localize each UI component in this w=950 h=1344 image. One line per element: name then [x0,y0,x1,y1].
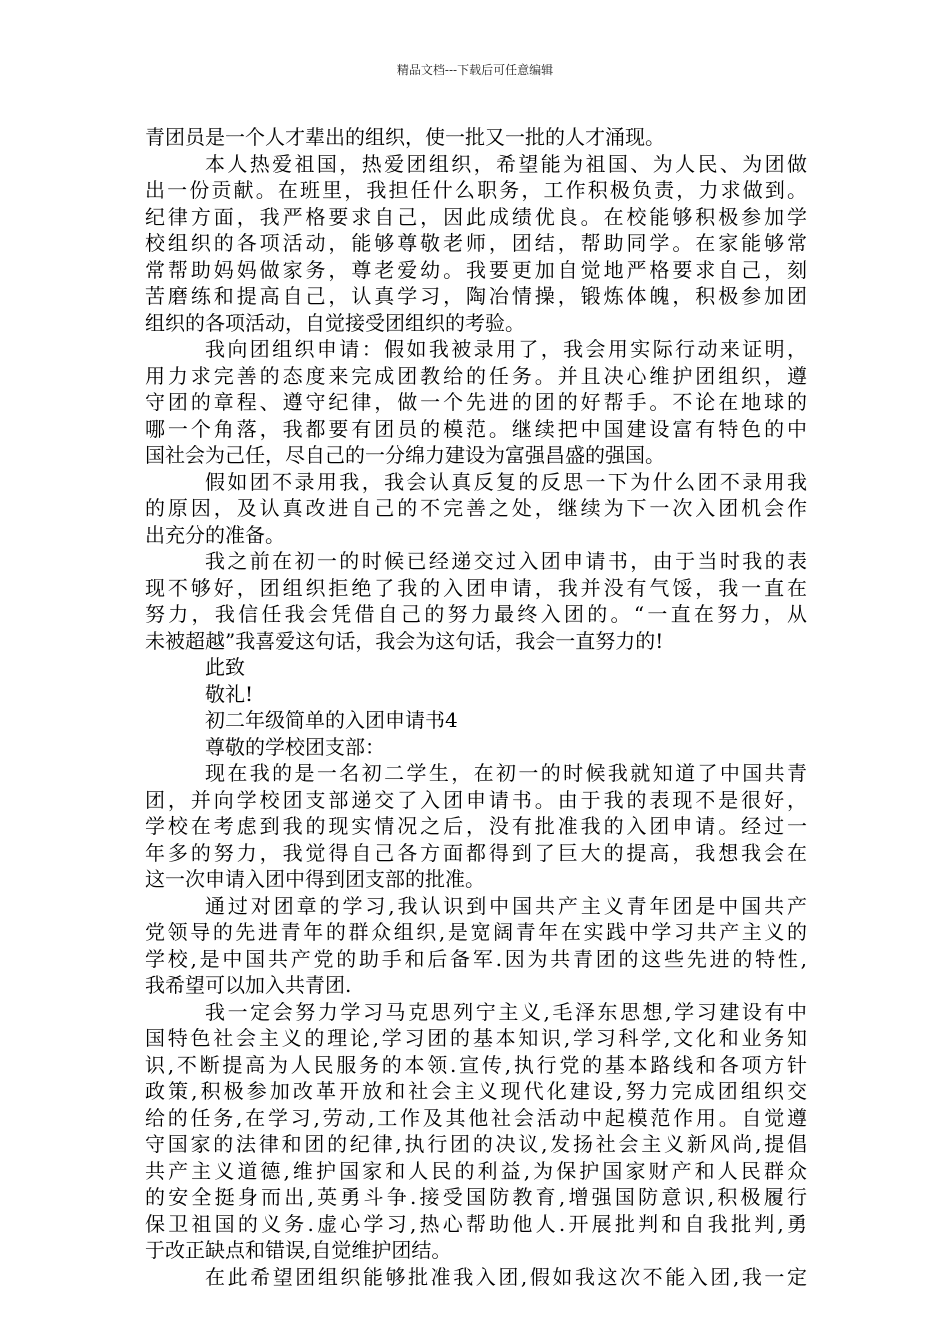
text-line: 共产主义道德,维护国家和人民的利益,为保护国家财产和人民群众 [145,1158,807,1183]
text-line: 出一份贡献。在班里，我担任什么职务，工作积极负责，力求做到。 [145,178,807,202]
text-line: 校组织的各项活动，能够尊敬老师，团结，帮助同学。在家能够常 [145,231,807,255]
text-line: 纪律方面，我严格要求自己，因此成绩优良。在校能够积极参加学 [145,204,807,229]
text-line: 守团的章程、遵守纪律，做一个先进的团的好帮手。不论在地球的 [145,390,807,414]
text-line: 守国家的法律和团的纪律,执行团的决议,发扬社会主义新风尚,提倡 [145,1132,807,1156]
text-line: 学校在考虑到我的现实情况之后，没有批准我的入团申请。经过一 [145,814,807,838]
text-line: 党领导的先进青年的群众组织,是宽阔青年在实践中学习共产主义的 [145,920,807,944]
text-line: 假如团不录用我，我会认真反复的反思一下为什么团不录用我 [205,469,807,494]
text-line: 政策,积极参加改革开放和社会主义现代化建设,努力完成团组织交 [145,1079,807,1103]
document-body [145,124,807,1290]
text-line: 苦磨练和提高自己，认真学习，陶冶情操，锻炼体魄，积极参加团 [145,284,807,308]
text-line: 现在我的是一名初二学生，在初一的时候我就知道了中国共青 [205,761,807,785]
text-line: 这一次申请入团中得到团支部的批准。 [145,867,485,891]
text-line: 常帮助妈妈做家务，尊老爱幼。我要更加自觉地严格要求自己，刻 [145,257,807,282]
text-line: 我之前在初一的时候已经递交过入团申请书，由于当时我的表 [205,549,807,573]
text-line: 的原因，及认真改进自己的不完善之处，继续为下一次入团机会作 [145,496,807,520]
section-title: 初二年级简单的入团申请书4 [205,708,458,732]
text-line: 用力求完善的态度来完成团教给的任务。并且决心维护团组织，遵 [145,363,807,388]
text-line: 现不够好，团组织拒绝了我的入团申请，我并没有气馁，我一直在 [145,575,807,600]
text-line: 的安全挺身而出,英勇斗争.接受国防教育,增强国防意识,积极履行 [145,1185,807,1209]
text-line: 青团员是一个人才辈出的组织，使一批又一批的人才涌现。 [145,125,665,149]
text-line: 我希望可以加入共青团. [145,973,352,997]
text-line: 组织的各项活动，自觉接受团组织的考验。 [145,310,525,335]
text-line: 团，并向学校团支部递交了入团申请书。由于我的表现不是很好， [145,787,807,812]
text-line: 本人热爱祖国，热爱团组织，希望能为祖国、为人民、为团做 [205,151,807,176]
greeting: 尊敬的学校团支部： [205,734,385,759]
text-line: 给的任务,在学习,劳动,工作及其他社会活动中起模范作用。自觉遵 [145,1105,807,1130]
text-line: 我一定会努力学习马克思列宁主义,毛泽东思想,学习建设有中 [205,999,807,1024]
text-line: 努力，我信任我会凭借自己的努力最终入团的。“一直在努力，从 [145,602,807,626]
text-line: 国社会为己任，尽自己的一分绵力建设为富强昌盛的强国。 [145,443,665,467]
text-line: 未被超越”我喜爱这句话，我会为这句话，我会一直努力的! [145,628,664,653]
text-line: 识,不断提高为人民服务的本领.宣传,执行党的基本路线和各项方针 [145,1052,807,1077]
text-line: 通过对团章的学习,我认识到中国共产主义青年团是中国共产 [205,893,807,918]
text-line: 哪一个角落，我都要有团员的模范。继续把中国建设富有特色的中 [145,416,807,441]
closing-salutation: 此致 [205,655,245,679]
text-line: 我向团组织申请：假如我被录用了，我会用实际行动来证明， [205,337,807,361]
text-line: 于改正缺点和错误,自觉维护团结。 [145,1238,452,1262]
closing-regards: 敬礼! [205,681,254,706]
text-line: 在此希望团组织能够批准我入团,假如我这次不能入团,我一定 [205,1264,807,1289]
text-line: 国特色社会主义的理论,学习团的基本知识,学习科学,文化和业务知 [145,1026,807,1050]
text-line: 年多的努力，我觉得自己各方面都得到了巨大的提高，我想我会在 [145,840,807,865]
text-line: 出充分的准备。 [145,522,285,547]
text-line: 保卫祖国的义务.虚心学习,热心帮助他人.开展批判和自我批判,勇 [145,1211,807,1236]
text-line: 学校,是中国共产党的助手和后备军.因为共青团的这些先进的特性, [145,946,807,971]
page-header: 精品文档---下载后可任意编辑 [396,63,554,77]
